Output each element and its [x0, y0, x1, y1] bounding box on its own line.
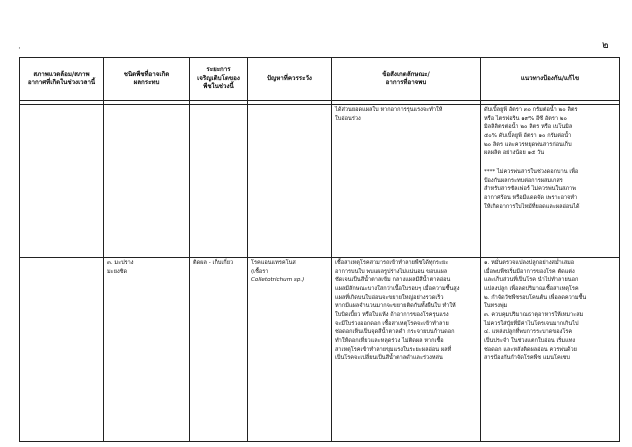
header-plant-type: ชนิดพืชที่อาจเกิด ผลกระทบ	[104, 58, 190, 101]
plant-name: ๓. มะปราง มะยงชิด	[107, 260, 134, 275]
growth-stage: ติดผล - เก็บเกี่ยว	[193, 260, 234, 266]
cell-plant	[104, 105, 190, 258]
table-row	[20, 258, 620, 442]
cell-stage	[190, 258, 248, 442]
header-row	[20, 58, 620, 101]
cell-environment	[20, 105, 104, 258]
header-problem: ปัญหาที่ควรระวัง	[248, 58, 332, 101]
header-symptoms: ข้อสังเกตลักษณะ/ อาการที่อาจพบ	[332, 58, 481, 101]
cell-solution	[481, 105, 620, 258]
cell-problem	[248, 105, 332, 258]
header-solution: แนวทางป้องกัน/แก้ไข	[481, 58, 620, 101]
solution-note: **** ไม่ควรพ่นสารในช่วงดอกบาน เพื่อ ป้องกันผลกระทบต่อการผสมเกสร สำหรับสารซัลเฟอร์ ไม่ควรพ่นในสภาพ อากาศร้อน หรือมีแดดจัด เพราะอาจทำ ให้เกิดอาการใบไหม้ที่ยอดและผลอ่อนได้	[484, 168, 580, 210]
margin-mark: ·	[18, 44, 21, 54]
cell-plant	[104, 258, 190, 442]
symptoms-text: เชื้อสาเหตุโรคสามารถเข้าทำลายพืชได้ทุกระยะ อาการบนใบ พบแผลรูปร่างไม่แน่นอน ขอบแผล ชัดเจนเป็นสีน้ำตาลเข้ม กลางแผลมีสีน้ำตาลอ่อน แผลมีลักษณะบางใสกว่าเนื้อใบรอบๆ เมื่อความชื้นสูง แผลที่เกิดบนใบอ่อนจะขยายใหญ่อย่างรวดเร็ว หากมีแผลจำนวนมากจะขยายติดกันทั้งผืนใบ ทำให้ ใบบิดเบี้ยว หรือใบแห้ง ถ้าอาการของโรครุนแรง จะมีใบร่วงออกดอก เชื้อสาเหตุโรคจะเข้าทำลาย ช่อดอกเห็นเป็นจุดสีน้ำตาลดำ กระจายบนก้านดอก ทำให้ดอกเหี่ยวและหลุดร่วง ไม่ติดผล หากเชื้อ สาเหตุโรคเข้าทำลายขุมแรงในระยะผลอ่อน ผลที่ เป็นโรคจะเปลี่ยนเป็นสีน้ำตาลดำและร่วงหล่น	[335, 260, 460, 362]
cell-stage	[190, 105, 248, 258]
cell-solution	[481, 258, 620, 442]
cell-symptoms	[332, 258, 481, 442]
cell-environment	[20, 258, 104, 442]
pathogen-name: Colletotrichum sp.)	[251, 277, 305, 284]
header-environment: สภาพแวดล้อม/สภาพ อากาศที่เกิดในช่วงเวลานี้	[20, 58, 104, 101]
problem-name: โรคแอนแทรคโนส (เชื้อรา	[251, 260, 296, 275]
symptoms-text: ได้ส่วนยอดแผลใบ หากอาการรุนแรงจะทำให้ ใบอ่อนร่วง	[335, 107, 443, 122]
header-growth-stage: ระยะการ เจริญเติบโตของ พืชในช่วงนี้	[190, 58, 248, 101]
cell-problem	[248, 258, 332, 442]
plant-problem-table	[19, 57, 620, 442]
table-row	[20, 105, 620, 258]
page-number: ๒	[602, 40, 609, 51]
cell-symptoms	[332, 105, 481, 258]
solution-text: ดับเบิ้ลยูพี อัตรา ๓๐ กรัมต่อน้ำ ๒๐ ลิตร หรือ ไตรฟอริน ๑๙% อีซี อัตรา ๒๐ มิลลิลิตรต่อน้ำ ๒๐ ลิตร หรือ เบโนมิล ๕๐% ดับเบิ้ลยูพี อัตรา ๑๐ กรัมต่อน้ำ ๒๐ ลิตร และควรหยุดพ่นสารก่อนเก็บ ผลผลิต อย่างน้อย ๑๕ วัน	[484, 107, 578, 157]
solution-text: ๑. หมั่นตรวจแปลงปลูกอย่างสม่ำเสมอ เมื่อพบพืชเริ่มมีอาการของโรค ตัดแต่ง และเก็บส่วนที่เป็นโรค นำไปทำลายนอก แปลงปลูก เพื่อลดปริมาณเชื้อสาเหตุโรค ๒. กำจัดวัชพืชรอบโคนต้น เพื่อลดความชื้น ในทรงพุ่ม ๓. ควบคุมปริมาณธาตุอาหารให้เหมาะสม ไม่ควรใส่ปุ๋ยที่มีค่าไนโตรเจนมากเกินไป ๔. แหล่งปลูกที่พบการระบาดของโรค เป็นประจำ ในช่วงแตกใบอ่อน เริ่มแทง ช่อดอก และหลังติดผลอ่อน ควรพ่นด้วย สารป้องกันกำจัดโรคพืช แมนโคเซบ	[484, 260, 587, 362]
